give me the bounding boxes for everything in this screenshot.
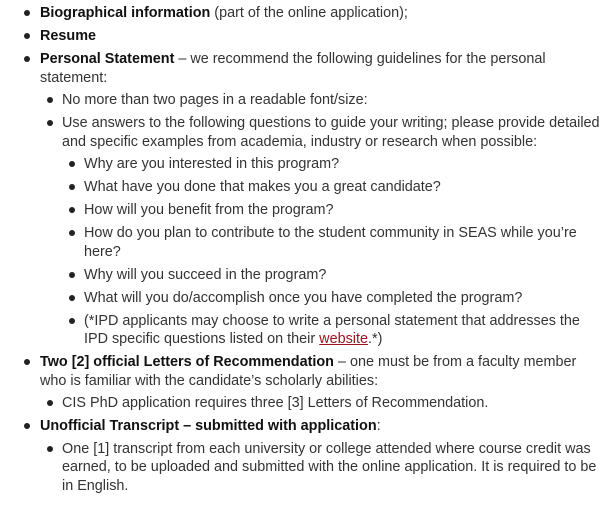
- question-item: [62, 224, 600, 261]
- ipd-website-link[interactable]: website: [319, 331, 368, 347]
- bullet-icon: [24, 33, 30, 39]
- recommendation-sublist: [40, 394, 600, 413]
- item-title: Personal Statement: [40, 51, 175, 67]
- item-text: CIS PhD application requires three [3] Letters of Recommendation.: [62, 395, 489, 411]
- question-text: Why are you interested in this program?: [84, 156, 340, 172]
- list-item: [40, 440, 600, 496]
- item-title: Two [2] official Letters of Recommendation: [40, 354, 334, 370]
- question-item: [62, 266, 600, 285]
- item-text: One [1] transcript from each university or college attended where course credit was earned, to be uploaded and submitted with the online application. It is required to be in English.: [62, 440, 597, 494]
- bullet-icon: [69, 272, 75, 278]
- ipd-note-text: (*IPD applicants may choose to write a personal statement that addresses the IPD specific questions listed on their: [84, 312, 580, 347]
- item-text: – we recommend the following guidelines for the personal statement:: [40, 51, 546, 86]
- bullet-icon: [47, 120, 53, 126]
- question-item: [62, 201, 600, 220]
- question-text: How do you plan to contribute to the student community in SEAS while you’re here?: [84, 225, 577, 260]
- bullet-icon: [24, 359, 30, 365]
- bullet-icon: [24, 56, 30, 62]
- list-item-biographical: [0, 4, 600, 23]
- list-item-transcript: [0, 417, 600, 495]
- transcript-sublist: [40, 440, 600, 496]
- bullet-icon: [47, 97, 53, 103]
- list-item: [40, 394, 600, 413]
- question-item: [62, 155, 600, 174]
- question-text: What have you done that makes you a great candidate?: [84, 179, 441, 195]
- question-item: [62, 289, 600, 308]
- item-text: – one must be from a faculty member who is familiar with the candidate’s scholarly abilities:: [40, 354, 577, 389]
- bullet-icon: [69, 184, 75, 190]
- item-text: Use answers to the following questions to guide your writing; please provide detailed and specific examples from academia, industry or research when possible:: [62, 115, 600, 150]
- bullet-icon: [69, 161, 75, 167]
- item-title: Biographical information: [40, 5, 211, 21]
- list-item-personal-statement: [0, 50, 600, 349]
- item-text: :: [376, 418, 381, 434]
- list-item-resume: [0, 27, 600, 46]
- questions-list: [62, 155, 600, 349]
- bullet-icon: [47, 400, 53, 406]
- bullet-icon: [24, 10, 30, 16]
- ipd-note-end: .*): [367, 331, 383, 347]
- question-text: What will you do/accomplish once you have completed the program?: [84, 289, 523, 306]
- item-title: Unofficial Transcript – submitted with application: [40, 418, 377, 434]
- bullet-icon: [24, 423, 30, 429]
- list-item: [40, 114, 600, 349]
- bullet-icon: [69, 295, 75, 301]
- bullet-icon: [69, 207, 75, 213]
- bullet-icon: [69, 318, 75, 324]
- list-item: [40, 91, 600, 110]
- requirements-list: [0, 4, 600, 495]
- bullet-icon: [69, 230, 75, 236]
- question-text: How will you benefit from the program?: [84, 202, 334, 218]
- list-item-recommendation-letters: [0, 353, 600, 413]
- personal-statement-sublist: [40, 91, 600, 349]
- question-item: [62, 178, 600, 197]
- question-text: Why will you succeed in the program?: [84, 266, 327, 283]
- item-text: No more than two pages in a readable font/size:: [62, 92, 368, 108]
- item-title: Resume: [40, 28, 96, 44]
- item-text: (part of the online application);: [210, 5, 408, 21]
- bullet-icon: [47, 446, 53, 452]
- ipd-note-item: [62, 312, 600, 349]
